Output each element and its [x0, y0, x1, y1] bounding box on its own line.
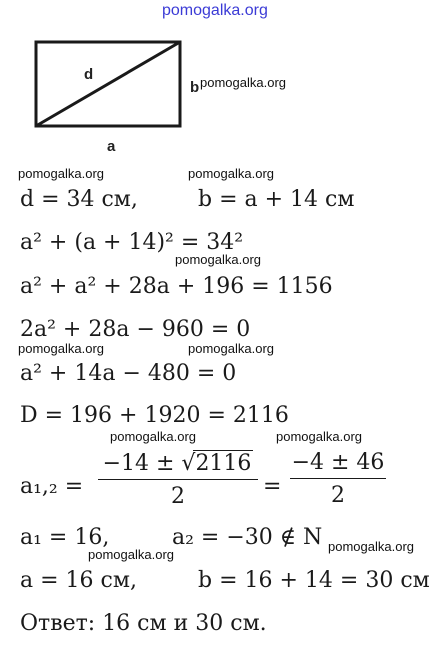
result-a: a = 16 см,	[20, 568, 137, 593]
equation-simplified: 2a² + 28a − 960 = 0	[20, 317, 251, 342]
result-b: b = 16 + 14 = 30 см	[198, 568, 430, 593]
watermark: pomogalka.org	[188, 166, 274, 181]
fraction-2-numerator: −4 ± 46	[291, 450, 385, 475]
watermark: pomogalka.org	[88, 547, 174, 562]
sqrt-radicand: 2116	[195, 451, 252, 476]
watermark: pomogalka.org	[110, 429, 196, 444]
given-b: b = a + 14 см	[198, 187, 355, 212]
label-d: d	[84, 66, 94, 83]
roots-lhs: a₁,₂ =	[20, 474, 84, 499]
watermark: pomogalka.org	[18, 341, 104, 356]
root-1: a₁ = 16,	[20, 525, 110, 550]
watermark: pomogalka.org	[175, 252, 261, 267]
watermark: pomogalka.org	[328, 539, 414, 554]
rectangle-diagram	[30, 38, 190, 134]
fraction-1	[98, 450, 258, 509]
discriminant: D = 196 + 1920 = 2116	[20, 403, 289, 428]
fraction-2	[290, 450, 386, 508]
fraction-1-numerator: −14 ± √2116	[102, 451, 252, 476]
label-b: b	[190, 79, 200, 96]
fraction-2-bar	[290, 478, 386, 479]
watermark: pomogalka.org	[188, 341, 274, 356]
watermark: pomogalka.org	[276, 429, 362, 444]
given-d: d = 34 см,	[20, 187, 138, 212]
root-2: a₂ = −30 ∉ N	[172, 525, 323, 550]
watermark-top: pomogalka.org	[162, 2, 268, 19]
diagonal-line	[36, 42, 180, 126]
equation-reduced: a² + 14a − 480 = 0	[20, 361, 237, 386]
roots-equals: =	[263, 474, 282, 499]
fraction-1-num-text: −14 ±	[102, 451, 175, 476]
watermark: pomogalka.org	[18, 166, 104, 181]
fraction-1-denominator: 2	[171, 484, 185, 509]
label-a: a	[107, 138, 116, 155]
watermark: pomogalka.org	[200, 75, 286, 90]
equation-expanded: a² + a² + 28a + 196 = 1156	[20, 274, 333, 299]
equation-pythagoras: a² + (a + 14)² = 34²	[20, 230, 244, 255]
fraction-1-bar	[98, 479, 258, 480]
fraction-2-denominator: 2	[331, 483, 345, 508]
answer: Ответ: 16 см и 30 см.	[20, 611, 267, 636]
